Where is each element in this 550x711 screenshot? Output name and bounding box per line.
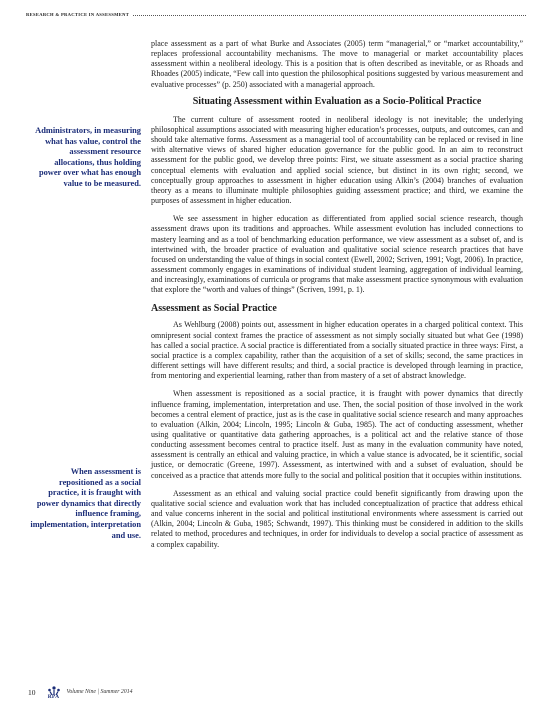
section-heading-socio-political: Situating Assessment within Evaluation as a Socio-Political Practice xyxy=(192,95,482,107)
page-number: 10 xyxy=(28,687,36,697)
paragraph-1: The current culture of assessment rooted in neoliberal ideology is not inevitable; the underlying philosophical assumptions associated with measuring higher education’s processes, outputs, and outcomes, can and should take alternative forms. Assessment as a managerial tool of accountability can be replaced or revised in line with alternative views of shared higher education governance for the public good. In an aim to reconstruct assessment for the public good, we develop three points: First, we situate assessment as a social practice sharing conceptual elements with evaluation and applied social science, but distinct in its own right; second, we conceptually group approaches to assessment in higher education using Alkin’s (2004) branches of evaluation theory as a means to illuminate multiple philosophies guiding assessment practice; and third, we examine the purposes of assessment in higher education. xyxy=(151,114,523,206)
running-head-text: RESEARCH & PRACTICE IN ASSESSMENT xyxy=(26,11,130,17)
running-head-rule xyxy=(133,15,526,16)
paragraph-3: As Wehlburg (2008) points out, assessment in higher education operates in a charged political context. This omnipresent social context frames the practice of assessment as not simply socially situated but what Gee (1998) has called a social practice. A social practice is differentiated from a socially situated practice in three ways: First, a social practice is a complex capability, rather than the acquisition of a set of skills; second, the same practices in different settings will have different results; and third, a social practice is developed through learning in practice, from mentoring and experiential learning, rather than from mastery of a set of abstract knowledge. xyxy=(151,320,523,381)
paragraph-2: We see assessment in higher education as differentiated from applied social science research, though assessment draws upon its traditions and approaches. While assessment evolution has included connections to mastery learning and as a tool of benchmarking education performance, we view assessment as a subset of, and is intertwined with, the broader practice of evaluation and qualitative social science research practices that have focused on understanding the value of things in social context (Ewell, 2002; Scriven, 1991; Vogt, 2006). In practice, assessment commonly engages in examinations of individual student learning, aggregation of individual learning, and increasingly, examinations of curricula or programs that make assessment practice synonymous with evaluation that explore the “worth and values of things” (Scriven, 1991, p. 1). xyxy=(151,214,523,295)
pullquote-2: When assessment is repositioned as a social practice, it is fraught with power dynamics that directly influence framing, implementation, interpretation and use. xyxy=(30,467,141,540)
section-heading-social-practice: Assessment as Social Practice xyxy=(151,303,277,315)
issue-info: Volume Nine | Summer 2014 xyxy=(66,689,133,695)
rpa-logo-icon xyxy=(44,682,64,702)
paragraph-4: When assessment is repositioned as a social practice, it is fraught with power dynamics that directly influence framing, implementation, interpretation and use. Then, the social position of those involved in the work becomes a central element of practice, just as is the case in qualitative social science research and many approaches to evaluation (Alkin, 2004; Lincoln, 1995; Lincoln & Guba, 1985). The act of conducting assessment, whether using qualitative or quantitative data gathering approaches, is a political act and the relative stance of those conducting assessment becomes central to practice itself. Just as many in the evaluation community have noted, assessment is centrally an ethical and valuing practice, in which a value stance is advocated, be it scientific, social justice, or democratic (Greene, 1997). Assessment, as intertwined with and a subset of evaluation, should be conceived as a practice that attends more fully to the social and political position that it occupies within institutions. xyxy=(151,389,523,480)
main-text-column xyxy=(151,39,523,558)
paragraph-intro: place assessment as a part of what Burke and Associates (2005) term “managerial,” or “market accountability,” replaces professional accountability mechanisms. The move to managerial or market accountability places assessment within a neoliberal ideology. This is a position that is often described as inevitable, or as Rhoads and Rhoades (2005) indicate, “Few call into question the philosophical positions suggested by various measurement and evaluative processes” (p. 250) associated with a managerial approach. xyxy=(151,39,523,89)
logo-text: RPA xyxy=(47,693,60,700)
page-footer xyxy=(28,682,133,702)
running-head xyxy=(26,9,526,19)
pullquote-1: Administrators, in measuring what has value, control the assessment resource allocations, thus holding power over what has enough value to be measured. xyxy=(35,126,141,188)
paragraph-5: Assessment as an ethical and valuing social practice could benefit significantly from drawing upon the qualitative social science and evaluation work that has included conceptualization of practice that address ethical and value concerns inherent in the social and political institutional environments where assessment is carried out (Alkin, 2004; Lincoln & Guba, 1985; Schwandt, 1997). This thinking must be considered in addition to the skills related to method, procedures and techniques, in order for individuals to develop a social practice of assessment as a complex capability. xyxy=(151,488,523,549)
